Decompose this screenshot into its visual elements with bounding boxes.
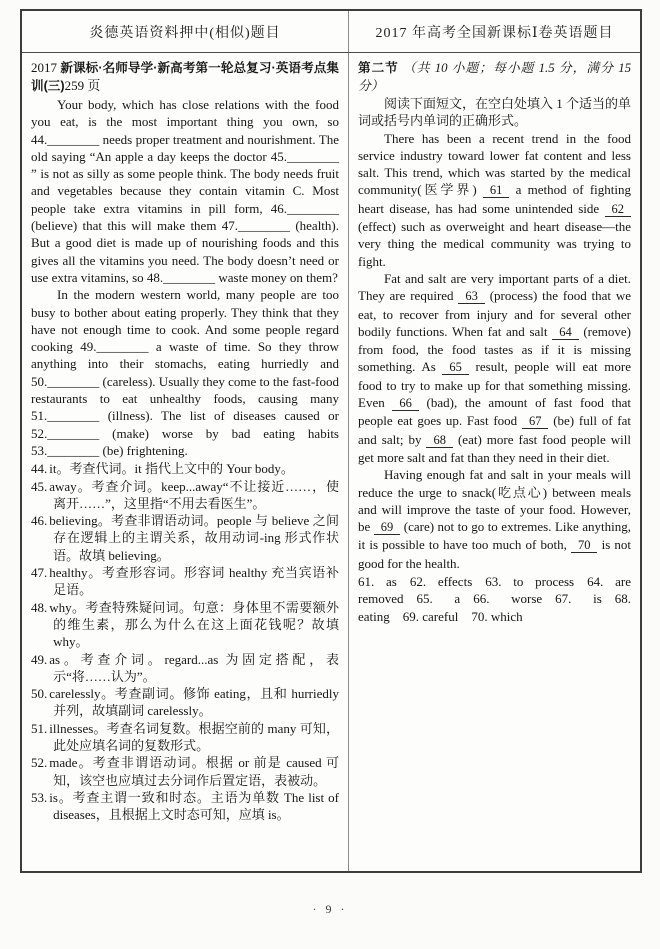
answer-key-item: 68. eating: [358, 591, 631, 624]
table-body-row: [22, 53, 640, 871]
answer-text: made。考查非谓语动词。根据 or 前是 caused 可知，该空也应填过去分词作后置定语，表被动。: [49, 755, 339, 788]
blank-62: 62: [605, 202, 632, 217]
text-segment: （共 10 小题；每小题 1.5 分，满分 15 分）: [358, 61, 631, 93]
blank-70: 70: [571, 538, 598, 553]
table-header-row: [22, 11, 640, 53]
answer-text: as。考查介词。regard...as 为固定搭配，表示“将……认为”。: [49, 651, 339, 684]
blank-69: 69: [374, 520, 401, 535]
answer-text: is。考查主谓一致和时态。主语为单数 The list of diseases，且根据上文时态可知，应填 is。: [49, 789, 339, 823]
text-segment: a method of fighting heart disease, has had some unintended side: [358, 182, 631, 216]
answer-text: why。考查特殊疑问词。句意：身体里不需要额外的维生素，那么为什么在这上面花钱呢？故填 why。: [49, 599, 339, 650]
blank-63: 63: [458, 289, 485, 304]
answer-key-item: 61. as: [358, 574, 397, 590]
answer-key-item: 64. are removed: [358, 574, 631, 607]
answer-text: believing。考查非谓语动词。people 与 believe 之间存在逻辑上的主谓关系，故用动词-ing 形式作状语。故填 believing。: [49, 513, 339, 563]
text-segment: (effect) such as overweight and heart disease—the very thing the medical community was trying to fight.: [358, 219, 631, 269]
section-instructions: 阅读下面短文，在空白处填入 1 个适当的单词或括号内单词的正确形式。: [358, 96, 632, 129]
text-segment: (bad), the amount of fast food that people eat goes up. Fast food: [358, 395, 631, 429]
answer-key: [358, 573, 631, 625]
source-title: [31, 59, 339, 95]
answer-number: 52.: [31, 755, 48, 771]
blank-64: 64: [552, 325, 579, 340]
header-cell-right: 2017 年高考全国新课标Ⅰ卷英语题目: [375, 25, 614, 41]
answer-item-53: [31, 789, 339, 824]
text-segment: 2017: [31, 60, 61, 75]
answer-number: 47.: [31, 565, 48, 581]
text-segment: Having enough fat and salt in your meals will reduce the urge to snack(吃点心) between meals and will improve the taste of your food. However, be: [358, 467, 631, 535]
answer-number: 45.: [31, 478, 48, 494]
answer-item-49: [31, 651, 339, 686]
answer-item-50: [31, 685, 339, 720]
answer-number: 44.: [31, 461, 48, 477]
page-number: · 9 ·: [312, 902, 348, 916]
answer-item-46: [31, 512, 339, 564]
text-segment: (eat) more fast food people will get more salt and fat than they need in their diet.: [358, 431, 632, 465]
answer-text: healthy。考查形容词。形容词 healthy 充当宾语补足语。: [49, 565, 339, 598]
blank-61: 61: [483, 183, 510, 198]
text-segment: 新课标·名师导学·新高考第一轮总复习·英语考点集训(三): [31, 61, 339, 93]
answer-key-item: 66. worse: [473, 591, 543, 607]
blank-66: 66: [392, 396, 419, 411]
blank-68: 68: [426, 433, 453, 448]
answer-number: 53.: [31, 789, 48, 805]
blank-67: 67: [522, 414, 549, 429]
answer-number: 46.: [31, 513, 48, 529]
answer-key-item: 65. a: [416, 591, 461, 607]
answer-number: 48.: [31, 599, 48, 615]
answer-key-item: 62. effects: [409, 574, 473, 590]
answer-number: 49.: [31, 651, 48, 667]
comparison-table: [20, 9, 642, 873]
answer-text: away。考查介词。keep...away“不让接近……，使离开……”，这里指“不用去看医生”。: [49, 478, 339, 511]
cloze-paragraph-1: Your body, which has close relations with the food you eat, is the most important thing you own, so 44.________ needs proper treatment and nourishment. The old saying “An apple a day keeps the doctor 45.________ ” is not as silly as some people think. The body needs fruit and vegetables because they contain vitamin C. Most people take extra vitamins in pill form, 46.________ (believe) that this will make them 47.________ (health). But a good diet is made up of nourishing foods and this gives all the vitamins you need. The body doesn’t need or use extra vitamins, so 48.________ waste money on them?: [31, 97, 339, 285]
answer-key-item: 67. is: [555, 591, 602, 607]
text-segment: 第二节: [358, 61, 399, 75]
answer-text: it。考查代词。it 指代上文中的 Your body。: [49, 461, 294, 477]
cloze-paragraph-2: In the modern western world, many people are too busy to bother about eating properly. They think that they have not enough time to cook. And some people regard cooking 49.________ a waste of time. So they throw anything into their stomachs, eating hurriedly and 50.________ (careless). Usually they come to the fast-food restaurants to eat unhealthy foods, causing many 51.________ (illness). The list of diseases caused or 52.________ (make) worse by bad eating habits 53.________ (be) frightening.: [31, 287, 339, 458]
text-segment: (care) not to go to extremes. Like anything, it is possible to have too much of both,: [358, 519, 631, 553]
answer-number: 50.: [31, 686, 48, 702]
gapfill-paragraph-1: [358, 130, 631, 270]
answer-number: 51.: [31, 720, 48, 736]
text-segment: is not good for the health.: [358, 537, 631, 571]
section-heading: [358, 59, 631, 95]
text-segment: (remove) from food, the food tastes as if it is missing something. As: [358, 323, 631, 375]
answer-key-item: 69. careful: [402, 608, 459, 624]
answer-text: carelessly。考查副词。修饰 eating，且和 hurriedly 并列，故填副词 carelessly。: [49, 686, 339, 719]
text-segment: Fat and salt are very important parts of a diet. They are required: [358, 270, 631, 304]
answer-key-item: 63. to process: [485, 574, 575, 590]
gapfill-paragraph-3: [358, 466, 631, 572]
right-column: [349, 53, 640, 871]
answer-item-44: [31, 460, 339, 477]
answer-item-48: [31, 599, 339, 651]
answer-text: illnesses。考查名词复数。根据空前的 many 可知，此处应填名词的复数形式。: [49, 720, 339, 753]
answer-item-47: [31, 564, 339, 599]
text-segment: (be) full of fat and salt; by: [358, 413, 631, 447]
answer-item-51: [31, 720, 339, 755]
text-segment: (process) the food that we eat, to recover from injury and for several other bodily functions. When fat and salt: [358, 288, 632, 339]
gapfill-paragraph-2: [358, 270, 631, 466]
header-cell-left: 炎德英语资料押中(相似)题目: [22, 11, 349, 52]
blank-65: 65: [442, 360, 469, 375]
left-column: [22, 53, 349, 871]
answer-key-item: 70. which: [471, 608, 523, 624]
answer-item-45: [31, 478, 339, 513]
answer-explanations: [31, 460, 339, 823]
text-segment: There has been a recent trend in the food service industry toward lower fat content and less salt. This trend, which was started by the medical community(医学界): [358, 130, 631, 198]
text-segment: result, people will eat more food to try to make up for that something missing. Even: [358, 359, 631, 411]
text-segment: 259 页: [64, 78, 101, 93]
answer-item-52: [31, 754, 339, 789]
